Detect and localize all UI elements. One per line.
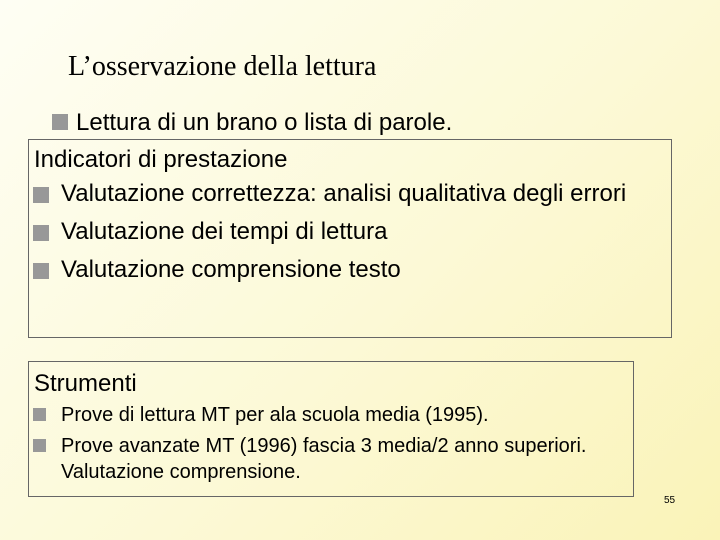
list-item-text: Valutazione comprensione testo: [61, 256, 401, 283]
tools-heading: Strumenti: [34, 370, 137, 397]
list-item-text: Valutazione dei tempi di lettura: [61, 218, 388, 245]
square-bullet-icon: [33, 439, 46, 452]
top-bullet-text: Lettura di un brano o lista di parole.: [76, 109, 453, 136]
slide-title: L’osservazione della lettura: [68, 51, 377, 82]
page-number: 55: [664, 495, 676, 506]
list-item-text: Prove avanzate MT (1996) fascia 3 media/2 anno superiori. Valutazione comprensione.: [61, 435, 587, 483]
list-item: [33, 178, 626, 210]
indicators-box: [28, 139, 672, 338]
square-bullet-icon: [33, 408, 46, 421]
tools-list: [33, 402, 633, 490]
list-item: [33, 216, 626, 248]
list-item: [33, 254, 626, 286]
square-bullet-icon: [33, 225, 49, 241]
list-item-text: Prove di lettura MT per ala scuola media (1995).: [61, 404, 489, 426]
list-item-text: Valutazione correttezza: analisi qualitativa degli errori: [61, 180, 627, 207]
square-bullet-icon: [33, 263, 49, 279]
top-bullet-item: [52, 109, 452, 137]
tools-box: [28, 361, 634, 497]
indicators-heading: Indicatori di prestazione: [34, 146, 288, 173]
square-bullet-icon: [52, 114, 68, 130]
indicators-list: [33, 178, 626, 292]
list-item: [33, 433, 633, 485]
square-bullet-icon: [33, 187, 49, 203]
list-item: [33, 402, 633, 428]
